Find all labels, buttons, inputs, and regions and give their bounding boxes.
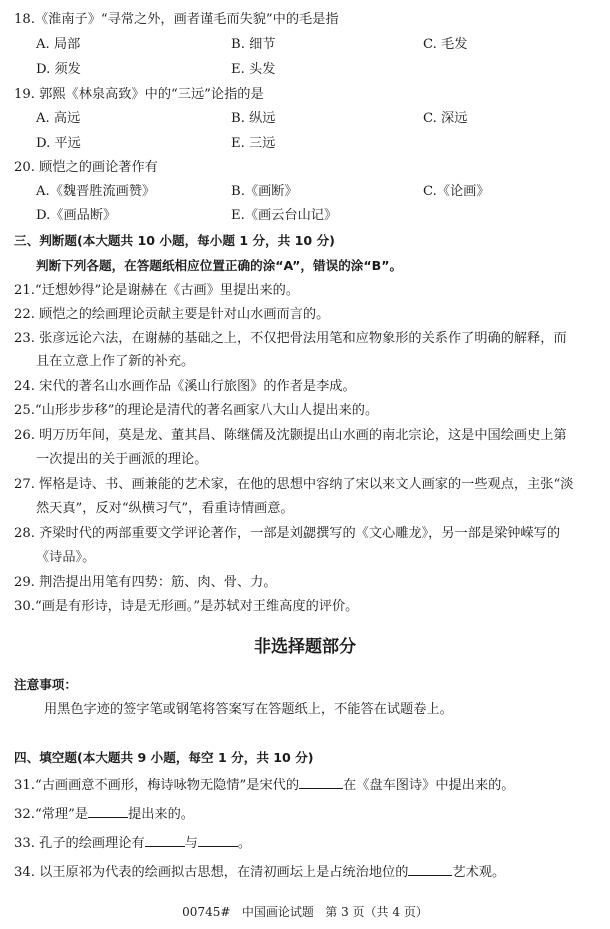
option-d: D.《画品断》 [36,208,117,223]
question-32 [14,804,194,824]
question-26-line-1: 26. 明万历年间，莫是龙、董其昌、陈继儒及沈颢提出山水画的南北宗论，这是中国绘画史上第 [14,428,567,443]
option-d: D. 须发 [36,62,81,77]
notes-heading: 注意事项： [14,677,77,692]
question-25: 25.“山形步步移”的理论是清代的著名画家八大山人提出来的。 [14,403,379,418]
option-c: C. 毛发 [423,37,468,52]
question-18-stem: 18.《淮南子》“寻常之外，画者谨毛而失貌”中的毛是指 [14,12,339,27]
option-a: A.《魏晋胜流画赞》 [36,184,156,199]
question-24: 24. 宋代的著名山水画作品《溪山行旅图》的作者是李成。 [14,379,356,394]
question-27-line-2: 然天真”，反对“纵横习气”，看重诗情画意。 [36,501,294,516]
option-e: E. 头发 [231,62,276,77]
option-c: C.《论画》 [423,184,490,199]
question-26-line-2: 一次提出的关于画派的理论。 [36,452,208,467]
question-19-stem: 19. 郭熙《林泉高致》中的“三远”论指的是 [14,87,264,102]
answer-blank[interactable] [88,804,128,818]
notes-text: 用黑色字迹的签字笔或钢笔将答案写在答题纸上，不能答在试题卷上。 [44,702,453,717]
option-b: B.《画断》 [231,184,298,199]
question-34-text-after: 艺术观。 [452,865,506,880]
option-c: C. 深远 [423,111,468,126]
option-b: B. 细节 [231,37,276,52]
question-30: 30.“画是有形诗，诗是无形画。”是苏轼对王维高度的评价。 [14,599,359,614]
question-29: 29. 荆浩提出用笔有四势：筋、肉、骨、力。 [14,575,277,590]
answer-blank[interactable] [145,833,185,847]
question-27-line-1: 27. 恽格是诗、书、画兼能的艺术家，在他的思想中容纳了宋以来文人画家的一些观点，主张“淡 [14,477,574,492]
question-33-text-mid: 与 [184,836,198,851]
option-b: B. 纵远 [231,111,276,126]
question-28-line-2: 《诗品》。 [36,550,96,565]
answer-blank[interactable] [408,862,452,876]
option-a: A. 高远 [36,111,81,126]
section-4-heading: 四、填空题(本大题共 9 小题，每空 1 分，共 10 分) [14,750,314,765]
question-34 [14,862,505,882]
question-23-line-2: 且在立意上作了新的补充。 [36,354,195,369]
question-32-text-before: 32.“常理”是 [14,807,89,822]
section-3-instruction: 判断下列各题，在答题纸相应位置正确的涂“A”，错误的涂“B”。 [36,258,403,273]
question-31-text-before: 31.“古画画意不画形，梅诗咏物无隐情”是宋代的 [14,778,300,793]
question-20-stem: 20. 顾恺之的画论著作有 [14,160,158,175]
question-31-text-after: 在《盘车图诗》中提出来的。 [343,778,515,793]
question-23-line-1: 23. 张彦远论六法，在谢赫的基础之上，不仅把骨法用笔和应物象形的关系作了明确的解释，而 [14,331,567,346]
question-21: 21.“迁想妙得”论是谢赫在《古画》里提出来的。 [14,283,300,298]
part-title: 非选择题部分 [254,637,356,657]
question-33-text-after: 。 [237,836,252,851]
option-d: D. 平远 [36,136,81,151]
question-31 [14,775,514,795]
answer-blank[interactable] [299,775,343,789]
question-33 [14,833,251,853]
question-22: 22. 顾恺之的绘画理论贡献主要是针对山水画而言的。 [14,307,330,322]
question-34-text-before: 34. 以王原祁为代表的绘画拟古思想，在清初画坛上是占统治地位的 [14,865,409,880]
option-e: E.《画云台山记》 [231,208,338,223]
question-28-line-1: 28. 齐梁时代的两部重要文学评论著作，一部是刘勰撰写的《文心雕龙》，另一部是梁钟嵘写的 [14,526,561,541]
page-footer: 00745# 中国画论试题 第 3 页（共 4 页） [182,905,428,919]
answer-blank[interactable] [198,833,238,847]
question-33-text-before: 33. 孔子的绘画理论有 [14,836,145,851]
section-3-heading: 三、判断题(本大题共 10 小题，每小题 1 分，共 10 分) [14,233,335,248]
option-e: E. 三远 [231,136,276,151]
option-a: A. 局部 [36,37,81,52]
question-32-text-after: 提出来的。 [128,807,194,822]
